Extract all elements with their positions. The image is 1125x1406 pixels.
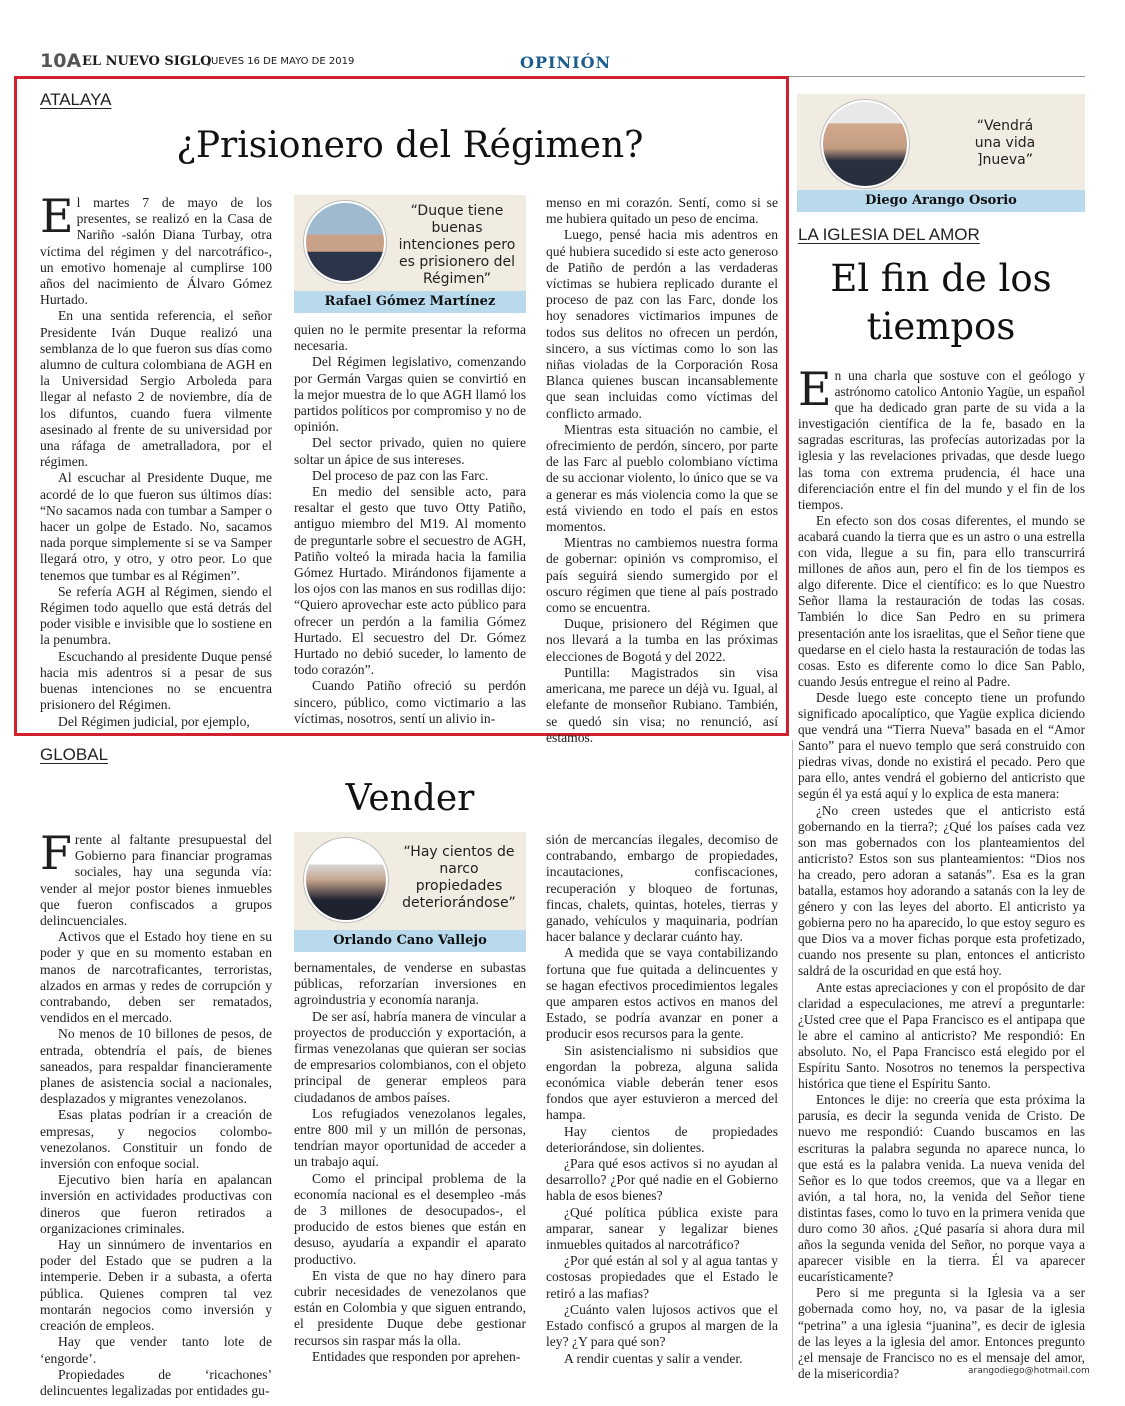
paragraph: quien no le permite presentar la reforma necesaria. — [294, 322, 526, 354]
atalaya-title: ¿Prisionero del Régimen? — [176, 125, 644, 166]
global-column-1 — [40, 826, 272, 1399]
author-photo — [304, 201, 386, 283]
atalaya-quote-box — [294, 195, 526, 313]
pull-quote: “Hay cientos de narco propiedades deteriorándose” — [402, 844, 516, 911]
paragraph: sión de mercancías ilegales, decomiso de contrabando, embargo de propiedades, incautaciones, confiscaciones, recuperación y bloqueo de fortunas, fincas, chalets, quintas, hoteles, tierras y ganado, vehículos y maquinaria, podrían hacer balance y declarar cuánto hay. — [546, 832, 778, 945]
paragraph: Mientras no cambiemos nuestra forma de gobernar: opinión vs compromiso, el país seguirá siendo sumergido por el oscuro régimen que tiene al país postrado como se encuentra. — [546, 535, 778, 616]
paragraph: El martes 7 de mayo de los presentes, se realizó en la Casa de Nariño -salón Diana Turbay, otra víctima del régimen y del narcotráfico-, un emotivo homenaje al cumplirse 100 años del nacimiento de Álvaro Gómez Hurtado. — [40, 189, 272, 308]
atalaya-kicker: ATALAYA — [40, 90, 112, 109]
column-divider — [792, 740, 793, 1370]
global-column-2 — [294, 960, 526, 1365]
newspaper-name: EL NUEVO SIGLO — [82, 54, 212, 69]
paragraph: Los refugiados venezolanos legales, entre 800 mil y un millón de personas, tendrían mayor oportunidad de acceder a un trabajo aquí. — [294, 1105, 526, 1170]
global-kicker: GLOBAL — [40, 745, 109, 764]
paragraph: Del Régimen judicial, por ejemplo, — [58, 713, 250, 729]
author-photo — [821, 100, 909, 188]
paragraph: Mientras esta situación no cambie, el ofrecimiento de perdón, sincero, por parte de las Farc al pueblo colombiano víctima de su accionar violento, lo único que se va a generar es más violencia como la que se está viviendo en todo el país en estos momentos. — [546, 421, 778, 535]
paragraph: Escuchando al presidente Duque pensé hacia mis adentros si a pesar de sus buenas intenciones no se encuentra prisionero del Régimen. — [40, 648, 272, 713]
author-byline: Diego Arango Osorio — [797, 190, 1085, 212]
iglesia-quote-box — [797, 94, 1085, 212]
paragraph: Al escuchar al Presidente Duque, me acordé de lo que fueron sus últimos días: “No sacamos nada con tumbar a Samper o hacer un golpe de Estado. No, sacamos nada porque simplemente si se va Samper llegará otro, y otro, y otro peor. Lo que tenemos que tumbar es al Régimen”. — [40, 470, 272, 583]
paragraph: En una charla que sostuve con el geólogo y astrónomo catolico Antonio Yagüe, un español que ha dedicado gran parte de su vida a la investigación científica de la fe, basado en la sagradas escrituras, las profecías autorizadas por la iglesia y las revelaciones privadas, que desde luego las toma con extrema prudencia, él hace una diferenciación entre el fin del mundo y el fin de los tiempos. — [798, 362, 1085, 512]
paragraph: Pero si me pregunta si la Iglesia va a ser gobernada como hoy, no, va pasar de la iglesia “petrina” a una iglesia “juanina”, es decir de iglesia de las leyes a la iglesia del amor. Entonces pregunto ¿el mensaje de Francisco no es el mensaje del amor, de la misericordia? — [798, 1285, 1085, 1381]
paragraph: Entonces le dije: no creería que esta próxima la parusía, es decir la segunda venida de Cristo. De nuevo me respondió: Cuando buscamos en las escrituras la palabra segunda no aparece nunca, lo que está es la palabra venida. La nueva venida del Señor es lo que todos creemos, que va a llegar en avión, a tal hora, no, la venida del Señor tiene distintas fases, como lo tuvo en la primera venida que duro como 30 años. ¿Qué pasaría si ahora dura mil años la segunda venida del Señor, no porque vaya a aparecer visible en la tierra. Él va aparecer eucarísticamente? — [798, 1092, 1085, 1285]
paragraph: Propiedades de ‘ricachones’ delincuentes legalizadas por entidades gu- — [40, 1366, 272, 1398]
section-name: OPINIÓN — [520, 53, 612, 72]
pull-quote: “Vendrá una vida ]nueva” — [974, 118, 1036, 168]
paragraph: Del sector privado, quien no quiere soltar un ápice de sus intereses. — [294, 435, 526, 467]
atalaya-column-2 — [294, 322, 526, 727]
paragraph: Se refería AGH al Régimen, siendo el Régimen todo aquello que está detrás del poder visible e invisible que lo sostiene en la penumbra. — [40, 583, 272, 648]
paragraph: Del proceso de paz con las Farc. — [312, 467, 489, 483]
paragraph: Entidades que responden por aprehen- — [312, 1348, 521, 1364]
paragraph: En una sentida referencia, el señor Presidente Iván Duque realizó una semblanza de lo que fueron sus días como alumno de cultura colombiana de AGH en la Universidad Sergio Arboleda para llegar al nefasto 2 de noviembre, día de los difuntos, cuando fuera vilmente asesinado al frente de su universidad por una ráfaga de ametralladora, por el régimen. — [40, 308, 272, 470]
paragraph: Ejecutivo bien haría en apalancan inversión en actividades productivas con dineros que fueron retirados a organizaciones criminales. — [40, 1172, 272, 1236]
paragraph: Hay cientos de propiedades deteriorándose, sin dolientes. — [546, 1123, 778, 1155]
paragraph: Hay un sinnúmero de inventarios en poder del Estado que se pudren a la intemperie. Deben ir a subasta, a oferta pública. Quienes compren tal vez montarán negocios como inversión y creación de empleos. — [40, 1237, 272, 1334]
paragraph: Del Régimen legislativo, comenzando por Germán Vargas quien se convirtió en la mejor muestra de lo que AGH llamó los partidos políticos por compromiso y no de opinión. — [294, 354, 526, 435]
paragraph: ¿Qué política pública existe para amparar, sanear y legalizar bienes inmuebles quitados al narcotráfico? — [546, 1204, 778, 1253]
paragraph: Sin asistencialismo ni subsidios que engordan la pobreza, alguna salida económica viable deberán tener esos fondos que ayer estuvieron a merced del hampa. — [546, 1042, 778, 1123]
paragraph: ¿No creen ustedes que el anticristo está gobernando en la tierra?; ¿Qué los países cada vez son mas gobernados con los planteamientos del anticristo? Estos son sus planteamientos: “Dios nos ha creado, pero adoran a satanás”. Esa es la gran batalla, estamos hoy adorando a satanás con la ley de género y con las leyes del aborto. El anticristo ya gobierna pero no ha aparecido, lo que estoy seguro es que Dios va a mover fichas porque esta profetizado, cuando nos presente su plan, entonces el anticristo saldrá de la oscuridad en que está hoy. — [798, 802, 1085, 979]
paragraph: bernamentales, de venderse en subastas públicas, reforzarían inversiones en agroindustria y economía naranja. — [294, 960, 526, 1008]
global-column-3 — [546, 832, 778, 1367]
paragraph: En medio del sensible acto, para resaltar el gesto que tuvo Otty Patiño, antiguo miembro del M19. Al momento de preguntarle sobre el secuestro de AGH, Patiño volteó la mirada hacia la familia Gómez Hurtado. Mirándonos fijamente a los ojos con las manos en sus rodillas dijo: “Quiero aprovechar este acto público para ofrecer un perdón a la familia Gómez Hurtado. El secuestro del Dr. Gómez Hurtado no debió suceder, lo lamento de todo corazón”. — [294, 484, 526, 678]
paragraph: Duque, prisionero del Régimen que nos llevará a la tumba en las próximas elecciones de Bogotá y del 2022. — [546, 616, 778, 664]
issue-date: JUEVES 16 DE MAYO DE 2019 — [208, 56, 355, 67]
author-byline: Orlando Cano Vallejo — [294, 930, 526, 952]
paragraph: Activos que el Estado hoy tiene en su poder y que en su momento estaban en manos de narcotraficantes, terroristas, alzados en armas y redes de corrupción y contrabando, deben ser rematados, vendidos en el mercado. — [40, 929, 272, 1026]
iglesia-column — [798, 362, 1085, 1382]
global-quote-box — [294, 832, 526, 952]
drop-cap: F — [40, 826, 72, 880]
paragraph: A rendir cuentas y salir a vender. — [564, 1350, 743, 1366]
global-title: Vender — [345, 778, 475, 819]
paragraph: En efecto son dos cosas diferentes, el mundo se acabará cuando la tierra que es un astro o una estrella con vida, llegue a su fin, para ello transcurrirá millones de años aun, pero el fin de los tiempos es algo diferente. Dice el científico: es lo que Nuestro Señor llama la restauración de todas las cosas. También lo dice San Pedro en su primera presentación ante los israelitas, que el Señor tiene que quedarse en el cielo hasta la restauración de todas las cosas. Esto es diferente como lo dice San Pablo, cuando Jesús entregue el reino al Padre. — [798, 512, 1085, 689]
drop-cap: E — [798, 362, 832, 416]
paragraph: Cuando Patiño ofreció su perdón sincero, público, como victimario a las víctimas, nosotros, sentí un alivio in- — [294, 678, 526, 726]
drop-cap: E — [40, 189, 74, 243]
author-photo — [304, 838, 388, 922]
paragraph: De ser así, habría manera de vincular a proyectos de producción y exportación, a firmas venezolanas que quieran ser socias de empresarios colombianos, con el objeto principal de generar empleos para ciudadanos de ambos países. — [294, 1008, 526, 1105]
paragraph: Esas platas podrían ir a creación de empresas, y negocios colombo-venezolanos. Constituir un fondo de inversión con enfoque social. — [40, 1107, 272, 1172]
iglesia-title — [797, 255, 1085, 351]
paragraph: No menos de 10 billones de pesos, de entrada, obtendría el país, de bienes saneados, para respaldar financieramente planes de asistencia social a nacionales, desplazados y migrantes venezolanos. — [40, 1026, 272, 1107]
paragraph: A medida que se vaya contabilizando fortuna que fue quitada a delincuentes y se hagan efectivos procedimientos legales que amparen estos activos en manos del Estado, se podría avanzar en poner a producir esos recursos para la gente. — [546, 945, 778, 1042]
iglesia-kicker: LA IGLESIA DEL AMOR — [798, 225, 980, 244]
title-line: tiempos — [866, 305, 1016, 348]
paragraph: Luego, pensé hacia mis adentros en qué hubiera sucedido si este acto generoso de Patiño de perdón a las verdaderas víctimas se hubiera replicado durante el proceso de paz con las Farc, donde los hoy senadores victimarios impunes de todos sus delitos no ofrecen un perdón, sincero, a sus víctimas como lo son las niñas violadas de la Corporación Rosa Blanca quienes buscan incansablemente que sean incluidas como víctimas del conflicto armado. — [546, 227, 778, 421]
paragraph: Ante estas apreciaciones y con el propósito de dar claridad a especulaciones, me atreví a preguntarle: ¿Usted cree que el Papa Francisco es el antipapa que le abre el camino al anticristo? Me respondió: En absoluto. No, el Papa Francisco está elegido por el Espíritu Santo. Nosotros no tenemos la perspectiva histórica que tiene el Espíritu Santo. — [798, 979, 1085, 1092]
paragraph: menso en mi corazón. Sentí, como si se me hubiera quitado un peso de encima. — [546, 195, 778, 227]
paragraph: Puntilla: Magistrados sin visa americana, me parece un déjà vu. Igual, al elefante de monseñor Rubiano. También, se quedó sin visa; no renunció, así estamos. — [546, 664, 778, 745]
paragraph: Frente al faltante presupuestal del Gobierno para financiar programas sociales, hay una segunda vía: vender al mejor postor bienes inmuebles que fueron confiscados a grupos delincuenciales. — [40, 826, 272, 929]
paragraph: ¿Cuánto valen lujosos activos que el Estado confiscó a grupos al margen de la ley? ¿Y para qué son? — [546, 1301, 778, 1350]
paragraph: ¿Para qué esos activos si no ayudan al desarrollo? ¿Por qué nadie en el Gobierno habla de esos bienes? — [546, 1156, 778, 1204]
paragraph: ¿Por qué están al sol y al agua tantas y costosas propiedades que el Estado le retiró a las mafias? — [546, 1253, 778, 1301]
paragraph: Hay que vender tanto lote de ‘engorde’. — [40, 1334, 272, 1366]
masthead — [40, 50, 1085, 74]
paragraph: Desde luego este concepto tiene un profundo significado apocalíptico, que Yagüe explica diciendo que vendrá una “Tierra Nueva” basada en el “Amor Santo” para el nuevo templo que será construido con piedras vivas, donde no existirá el pecado. Pero que para ello, antes vendrá el gobierno del anticristo que según él ya está aquí y lo explica de esta manera: — [798, 689, 1085, 802]
author-byline: Rafael Gómez Martínez — [294, 291, 526, 313]
paragraph: Como el principal problema de la economía nacional es el desempleo -más de 3 millones de desocupados-, el producido de estos bienes que están en desuso, ayudaría a expandir el aparato productivo. — [294, 1170, 526, 1267]
pull-quote: “Duque tiene buenas intenciones pero es prisionero del Régimen” — [398, 203, 516, 287]
atalaya-column-3 — [546, 195, 778, 746]
atalaya-column-1 — [40, 189, 272, 730]
author-email: arangodiego@hotmail.com — [968, 1366, 1090, 1376]
title-line: El fin de los — [830, 257, 1052, 300]
page-number: 10A — [40, 50, 82, 72]
paragraph: En vista de que no hay dinero para cubrir necesidades de venezolanos que están en Colombia y que siguen entrando, el presidente Duque debe gestionar recursos sin raspar más la olla. — [294, 1267, 526, 1348]
